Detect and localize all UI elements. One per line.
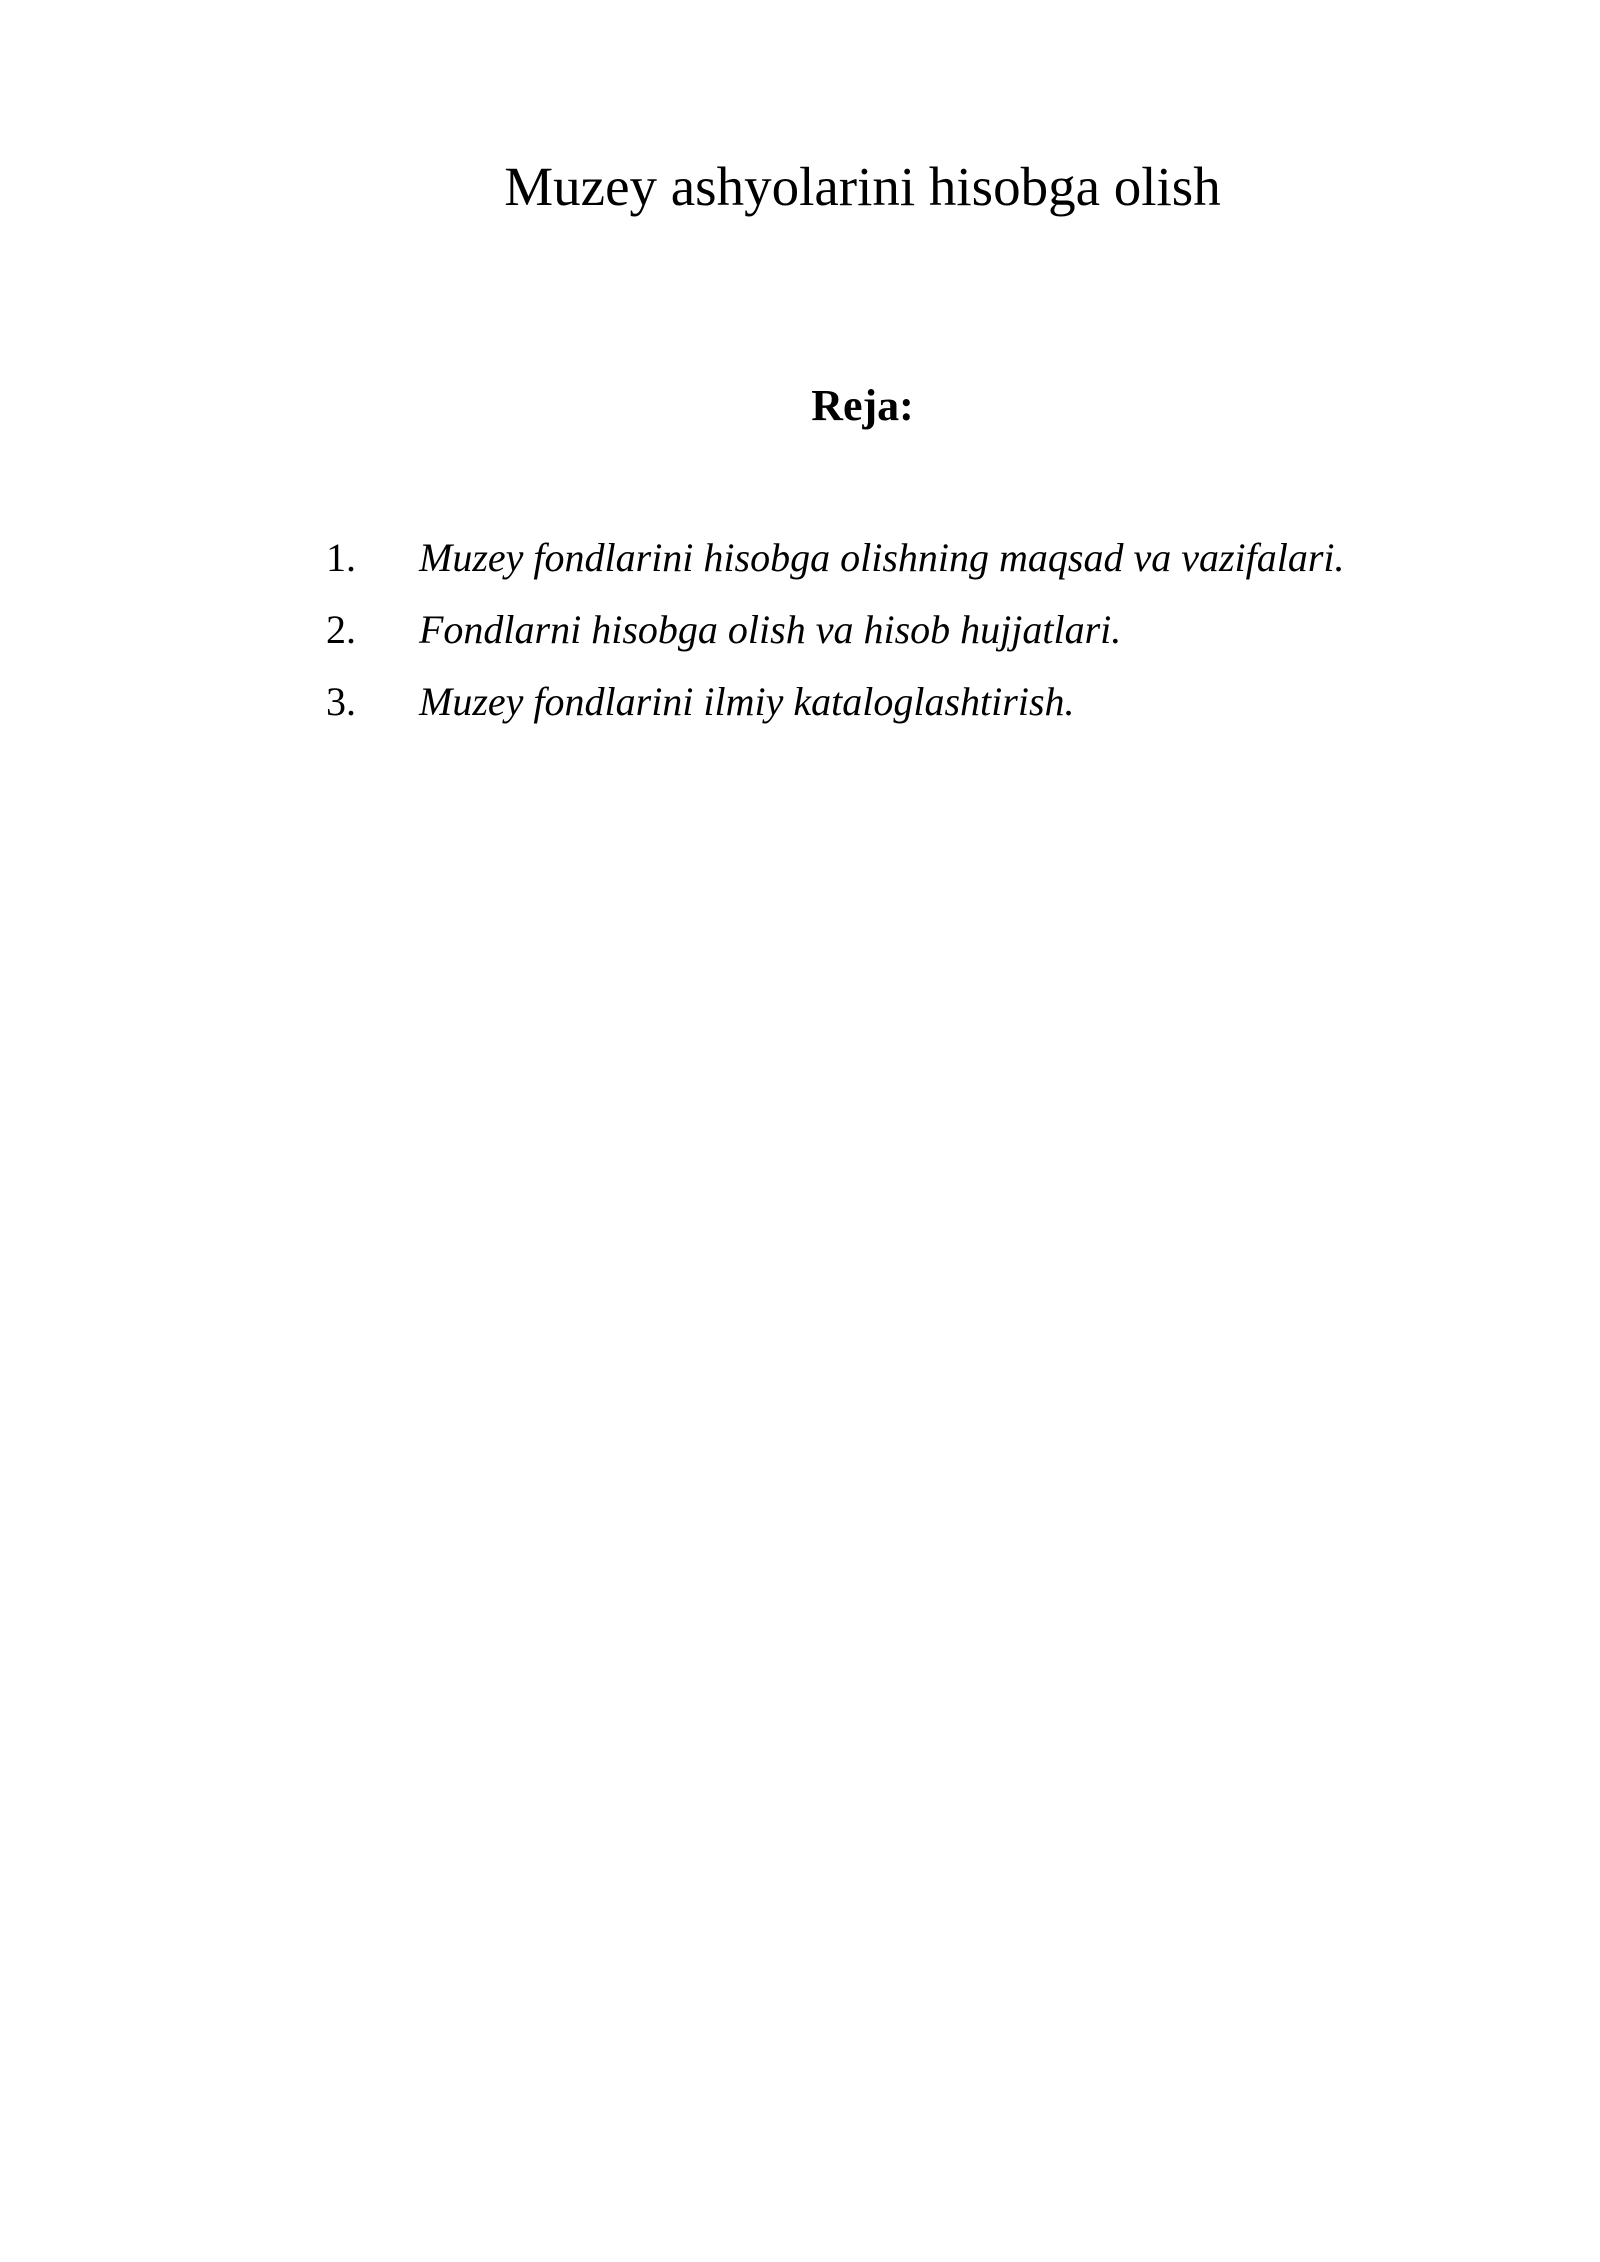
plan-item-text: Fondlarni hisobga olish va hisob hujjatlari. — [419, 607, 1122, 652]
document-title: Muzey ashyolarini hisobga olish — [504, 156, 1221, 217]
plan-heading-colon: : — [899, 381, 914, 430]
plan-item-number: 1. — [326, 535, 356, 580]
plan-item-number: 3. — [326, 679, 356, 724]
plan-item — [0, 602, 1600, 674]
plan-item — [0, 530, 1600, 602]
plan-heading — [0, 378, 1600, 434]
plan-item-text: Muzey fondlarini ilmiy kataloglashtirish. — [419, 679, 1075, 724]
plan-item-text: Muzey fondlarini hisobga olishning maqsad va vazifalari. — [419, 535, 1345, 580]
plan-heading-word: Reja — [811, 381, 900, 430]
plan-item — [0, 674, 1600, 746]
plan-list — [0, 530, 1600, 746]
plan-item-number: 2. — [326, 607, 356, 652]
